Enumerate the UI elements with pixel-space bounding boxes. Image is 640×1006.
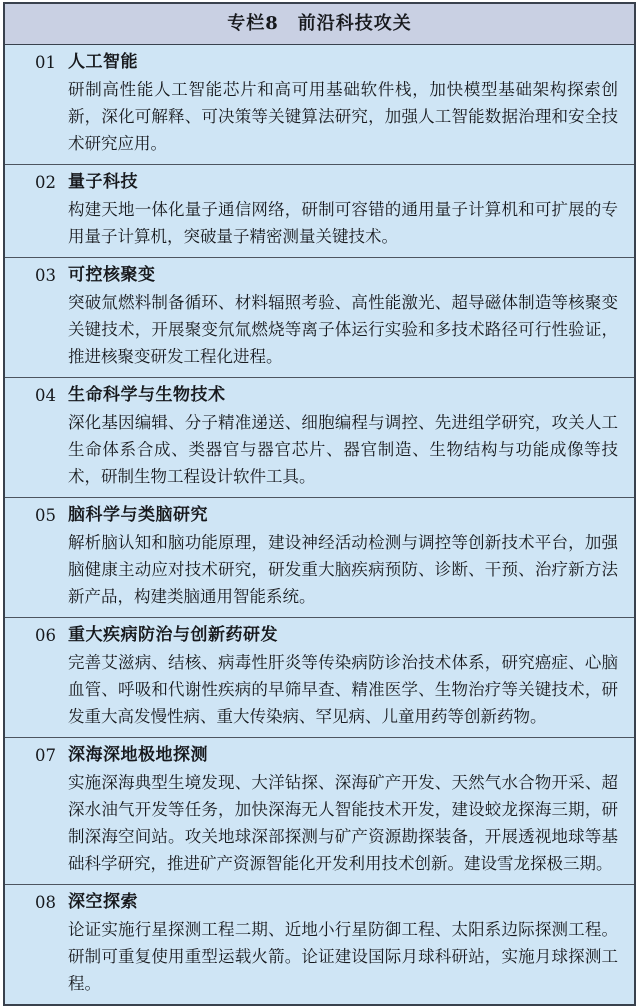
section-head — [35, 622, 618, 649]
section-title: 脑科学与类脑研究 — [68, 505, 208, 525]
section-list — [5, 45, 634, 1004]
section-number: 07 — [35, 746, 56, 765]
section-item-04 — [5, 377, 634, 497]
section-number: 01 — [35, 53, 56, 72]
section-head — [35, 49, 618, 76]
section-number: 05 — [35, 506, 56, 525]
section-body: 突破氚燃料制备循环、材料辐照考验、高性能激光、超导磁体制造等核聚变关键技术，开展聚变氘氚燃烧等离子体运行实验和多技术路径可行性验证，推进核聚变研发工程化进程。 — [68, 293, 618, 366]
section-body: 研制高性能人工智能芯片和高可用基础软件栈，加快模型基础架构探索创新，深化可解释、可决策等关键算法研究，加强人工智能数据治理和安全技术研究应用。 — [68, 80, 618, 153]
section-head — [35, 889, 618, 916]
box-title: 专栏8 前沿科技攻关 — [5, 4, 634, 45]
section-head — [35, 382, 618, 409]
section-item-07 — [5, 737, 634, 884]
section-title: 人工智能 — [68, 52, 138, 72]
section-head — [35, 262, 618, 289]
section-title: 深海深地极地探测 — [68, 745, 208, 765]
section-title: 生命科学与生物技术 — [68, 385, 226, 405]
section-title: 深空探索 — [68, 892, 138, 912]
section-body: 完善艾滋病、结核、病毒性肝炎等传染病防诊治技术体系，研究癌症、心脑血管、呼吸和代谢性疾病的早筛早查、精准医学、生物治疗等关键技术，研发重大高发慢性病、重大传染病、罕见病、儿童用药等创新药物。 — [68, 653, 618, 726]
section-item-01 — [5, 45, 634, 164]
section-title: 重大疾病防治与创新药研发 — [68, 625, 278, 645]
section-item-05 — [5, 497, 634, 617]
section-number: 06 — [35, 626, 56, 645]
section-title: 可控核聚变 — [68, 265, 156, 285]
section-body: 构建天地一体化量子通信网络，研制可容错的通用量子计算机和可扩展的专用量子计算机，突破量子精密测量关键技术。 — [68, 200, 618, 246]
feature-box — [3, 2, 636, 1006]
section-body: 深化基因编辑、分子精准递送、细胞编程与调控、先进组学研究，攻关人工生命体系合成、类器官与器官芯片、器官制造、生物结构与功能成像等技术，研制生物工程设计软件工具。 — [68, 413, 618, 486]
section-number: 08 — [35, 893, 56, 912]
section-head — [35, 502, 618, 529]
section-number: 02 — [35, 173, 56, 192]
section-number: 04 — [35, 386, 56, 405]
section-body: 解析脑认知和脑功能原理，建设神经活动检测与调控等创新技术平台，加强脑健康主动应对技术研究，研发重大脑疾病预防、诊断、干预、治疗新方法新产品，构建类脑通用智能系统。 — [68, 533, 618, 606]
section-item-06 — [5, 617, 634, 737]
section-item-08 — [5, 884, 634, 1004]
section-body: 实施深海典型生境发现、大洋钻探、深海矿产开发、天然气水合物开采、超深水油气开发等任务，加快深海无人智能技术开发，建设蛟龙探海三期，研制深海空间站。攻关地球深部探测与矿产资源勘探装备，开展透视地球等基础科学研究，推进矿产资源智能化开发利用技术创新。建设雪龙探极三期。 — [68, 773, 618, 873]
section-head — [35, 169, 618, 196]
section-number: 03 — [35, 266, 56, 285]
section-item-02 — [5, 164, 634, 257]
section-item-03 — [5, 257, 634, 377]
section-body: 论证实施行星探测工程二期、近地小行星防御工程、太阳系边际探测工程。研制可重复使用重型运载火箭。论证建设国际月球科研站，实施月球探测工程。 — [68, 920, 618, 993]
section-title: 量子科技 — [68, 172, 138, 192]
section-head — [35, 742, 618, 769]
